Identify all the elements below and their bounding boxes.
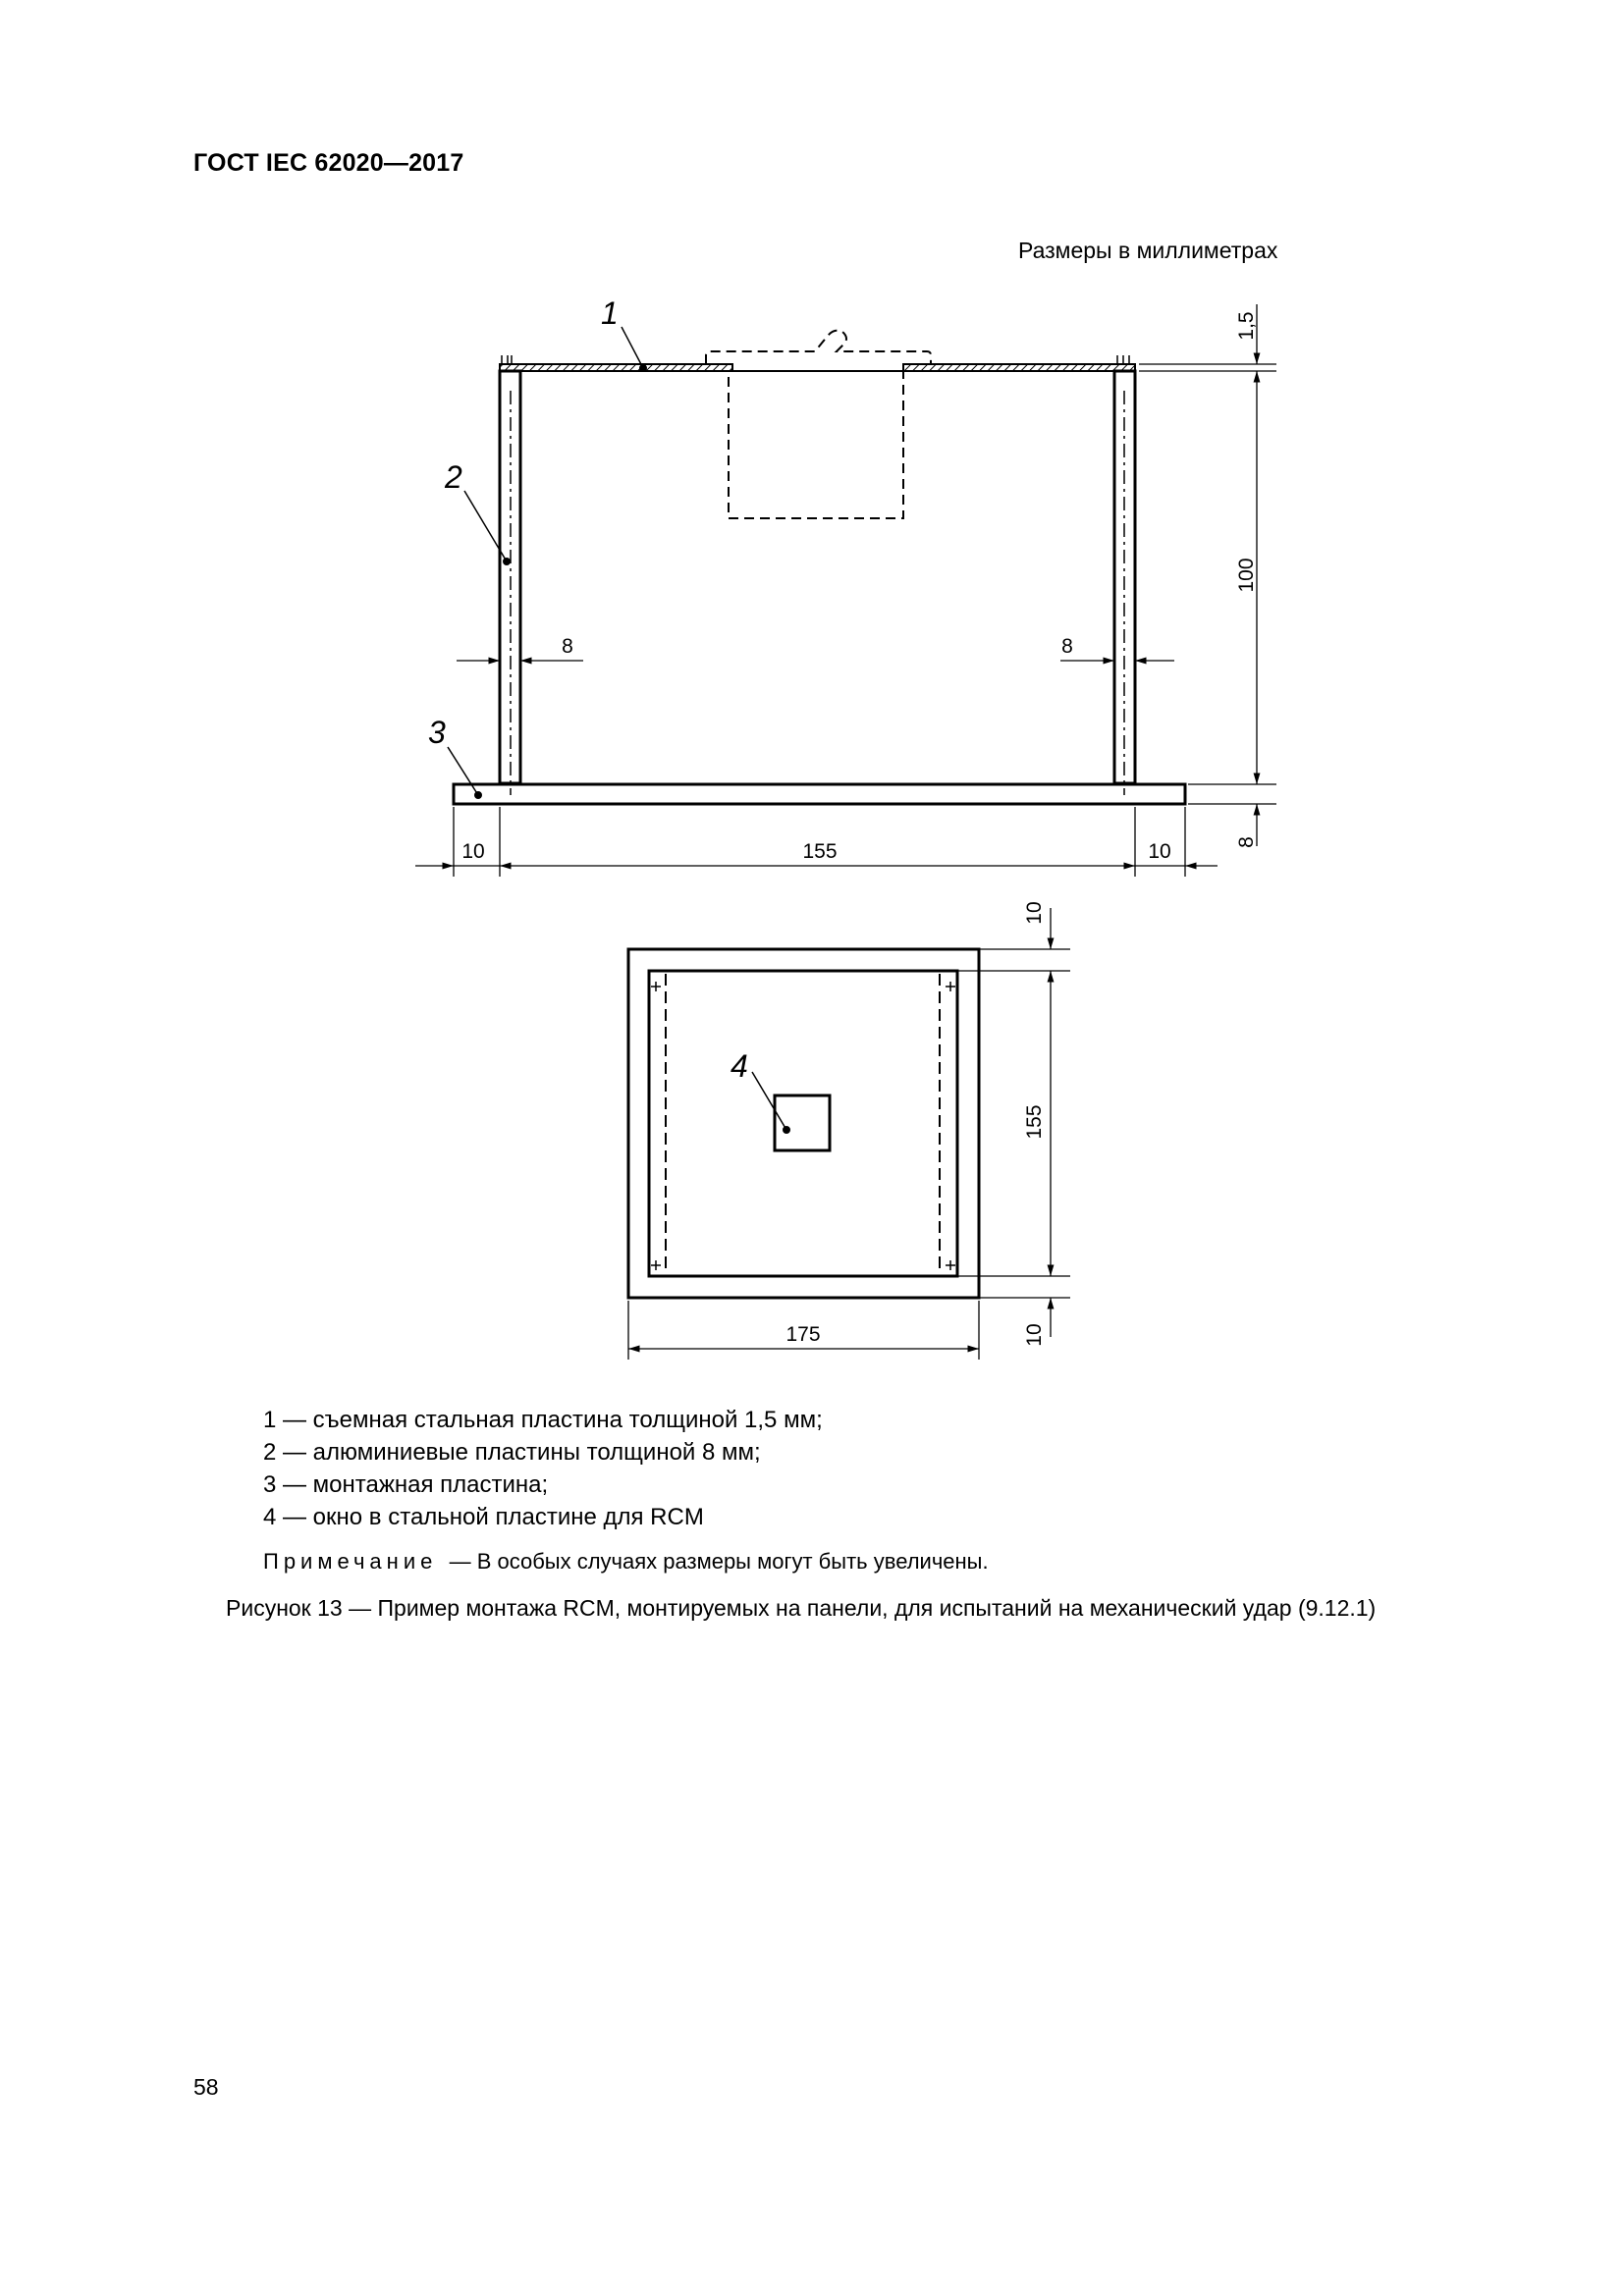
dim-plan-top: 10	[1023, 901, 1046, 925]
note-text: — В особых случаях размеры могут быть увеличены.	[449, 1549, 989, 1574]
page-number: 58	[193, 2074, 219, 2100]
dim-base-thickness: 8	[1235, 836, 1258, 848]
plan-outer	[628, 949, 979, 1298]
elevation-view	[415, 304, 1276, 877]
dim-overhang-left: 10	[461, 840, 485, 863]
rcm-outline	[706, 331, 931, 364]
callout-1: 1	[601, 295, 619, 331]
figure-note	[263, 1549, 989, 1575]
callout-2: 2	[445, 459, 462, 495]
callout-4: 4	[731, 1048, 748, 1084]
dim-wall-right: 8	[1061, 635, 1073, 658]
document-header: ГОСТ IEC 62020—2017	[193, 149, 464, 177]
figure-legend	[263, 1404, 823, 1533]
note-label: Примечание	[263, 1549, 438, 1574]
dim-span: 155	[802, 840, 838, 863]
dim-plan-width: 175	[785, 1323, 821, 1346]
dim-plan-bottom: 10	[1023, 1323, 1046, 1347]
steel-plate-left	[500, 364, 732, 371]
dim-plate-thickness: 1,5	[1235, 311, 1258, 341]
figure-caption: Рисунок 13 — Пример монтажа RCM, монтируемых на панели, для испытаний на механический удар (9.12.1)	[226, 1595, 1377, 1621]
plan-view	[628, 908, 1070, 1360]
plan-inner	[649, 971, 957, 1276]
legend-item: 2 — алюминиевые пластины толщиной 8 мм;	[263, 1439, 761, 1466]
dim-overhang-right: 10	[1148, 840, 1171, 863]
steel-plate-right	[903, 364, 1135, 371]
callout-3: 3	[428, 715, 446, 750]
mounting-plate	[454, 784, 1185, 804]
dim-plan-inner: 155	[1023, 1104, 1046, 1140]
dim-wall-left: 8	[562, 635, 573, 658]
legend-item: 3 — монтажная пластина;	[263, 1471, 549, 1498]
units-note: Размеры в миллиметрах	[1018, 238, 1278, 263]
legend-item: 1 — съемная стальная пластина толщиной 1,5 мм;	[263, 1407, 823, 1433]
legend-item: 4 — окно в стальной пластине для RCM	[263, 1504, 704, 1530]
dim-height: 100	[1235, 558, 1258, 593]
rcm-body-outline	[729, 371, 903, 518]
